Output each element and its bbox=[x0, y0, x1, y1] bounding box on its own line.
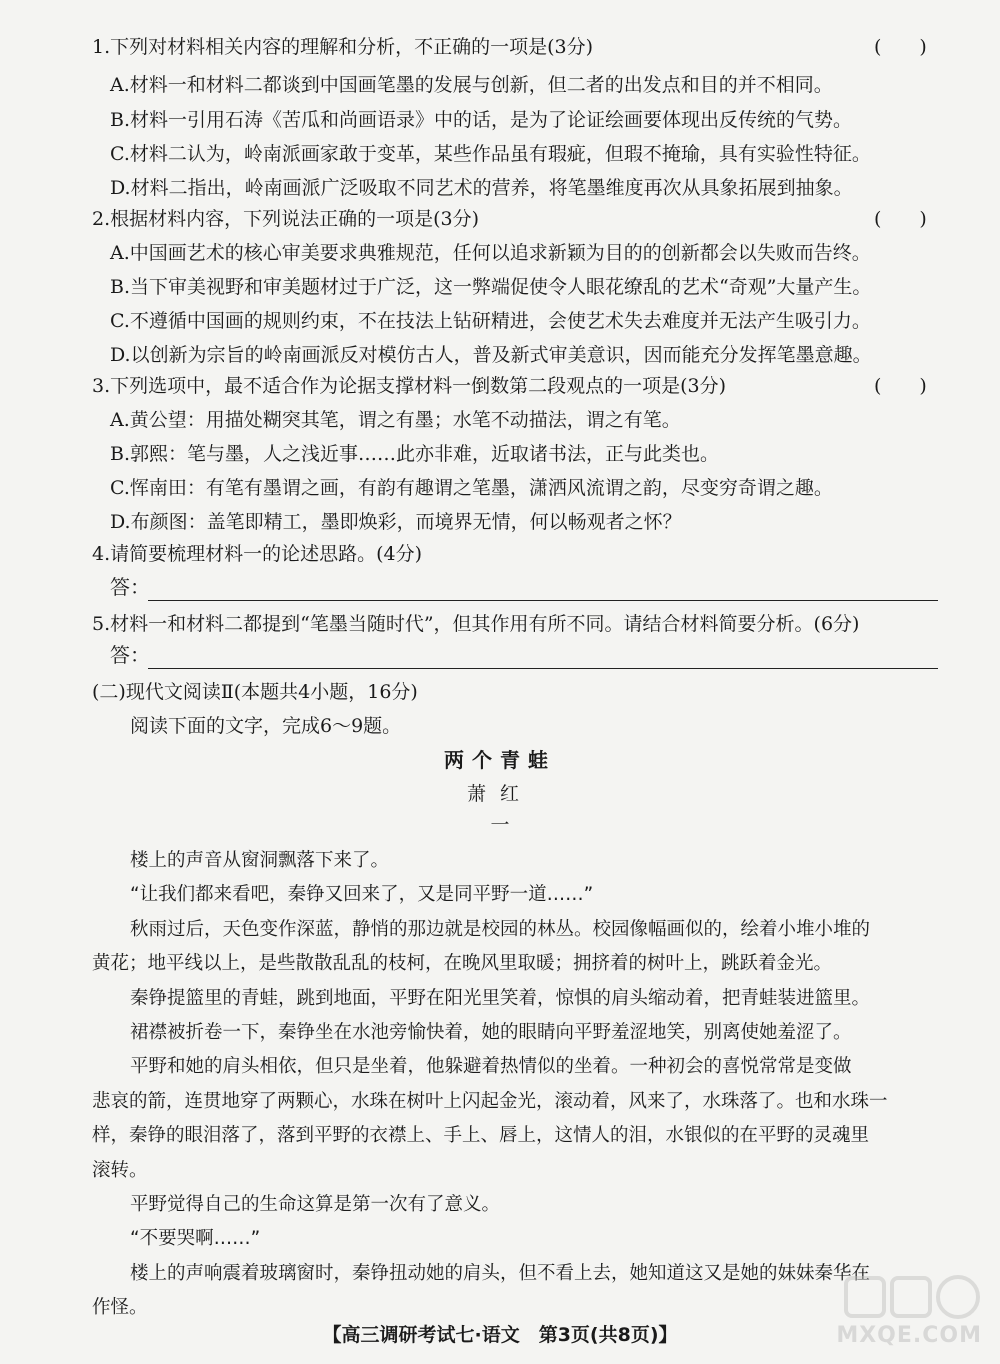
watermark-text: MXQE.COM bbox=[836, 1323, 982, 1348]
story-line: “不要哭啊……” bbox=[130, 1228, 261, 1249]
question-3-option-b: B.郭熙：笔与墨，人之浅近事……此亦非难，近取诸书法，正与此类也。 bbox=[110, 443, 720, 465]
story-line: “让我们都来看吧，秦铮又回来了，又是同平野一道……” bbox=[130, 884, 594, 905]
story-line: 秦铮提篮里的青蛙，跳到地面，平野在阳光里笑着，惊惧的肩头缩动着，把青蛙装进篮里。 bbox=[130, 988, 871, 1009]
question-4-answer-area[interactable] bbox=[110, 574, 938, 604]
question-4-stem: 4.请简要梳理材料一的论述思路。(4分) bbox=[92, 543, 423, 565]
question-2-option-c: C.不遵循中国画的规则约束，不在技法上钻研精进，会使艺术失去难度并无法产生吸引力。 bbox=[110, 310, 871, 332]
question-5-stem: 5.材料一和材料二都提到“笔墨当随时代”，但其作用有所不同。请结合材料简要分析。(6分) bbox=[92, 613, 860, 635]
story-line: 平野觉得自己的生命这算是第一次有了意义。 bbox=[130, 1194, 501, 1215]
question-5-answer-line bbox=[148, 668, 938, 669]
question-3-stem: 3.下列选项中，最不适合作为论据支撑材料一倒数第二段观点的一项是(3分) bbox=[92, 375, 727, 397]
question-3-option-c: C.恽南田：有笔有墨谓之画，有韵有趣谓之笔墨，潇洒风流谓之韵，尽变穷奇谓之趣。 bbox=[110, 477, 833, 499]
story-line: 滚转。 bbox=[92, 1160, 148, 1181]
story-title: 两个青蛙 bbox=[444, 748, 556, 772]
question-2-option-b: B.当下审美视野和审美题材过于广泛，这一弊端促使令人眼花缭乱的艺术“奇观”大量产生。 bbox=[110, 276, 872, 298]
story-line: 楼上的声响震着玻璃窗时，秦铮扭动她的肩头，但不看上去，她知道这又是她的妹妹秦华在 bbox=[130, 1263, 871, 1284]
question-5-answer-label: 答： bbox=[110, 643, 150, 667]
question-4-answer-label: 答： bbox=[110, 575, 150, 599]
story-line: 裙襟被折卷一下，秦铮坐在水池旁愉快着，她的眼睛向平野羞涩地笑，别离使她羞涩了。 bbox=[130, 1022, 852, 1043]
story-line: 平野和她的肩头相依，但只是坐着，他躲避着热情似的坐着。一种初会的喜悦常常是变做 bbox=[130, 1056, 852, 1077]
story-line: 黄花；地平线以上，是些散散乱乱的枝柯，在晚风里取暖；拥挤着的树叶上，跳跃着金光。 bbox=[92, 953, 833, 974]
site-watermark-logo bbox=[836, 1272, 986, 1350]
story-line: 悲哀的箭，连贯地穿了两颗心，水珠在树叶上闪起金光，滚动着，风来了，水珠落了。也和水珠一 bbox=[92, 1091, 888, 1112]
question-2-stem: 2.根据材料内容，下列说法正确的一项是(3分) bbox=[92, 208, 480, 230]
question-3-option-d: D.布颜图：盖笔即精工，墨即焕彩，而境界无情，何以畅观者之怀？ bbox=[110, 511, 682, 533]
question-3-answer-paren: ( ) bbox=[874, 375, 927, 397]
question-4-answer-line bbox=[148, 600, 938, 601]
question-1-option-d: D.材料二指出，岭南画派广泛吸取不同艺术的营养，将笔墨维度再次从具象拓展到抽象。 bbox=[110, 177, 853, 199]
section-instruction: 阅读下面的文字，完成6～9题。 bbox=[130, 715, 402, 737]
story-line: 作怪。 bbox=[92, 1297, 148, 1318]
section-heading: (二)现代文阅读Ⅱ(本题共4小题，16分) bbox=[92, 681, 418, 703]
question-1-option-c: C.材料二认为，岭南派画家敢于变革，某些作品虽有瑕疵，但瑕不掩瑜，具有实验性特征。 bbox=[110, 143, 871, 165]
question-3-option-a: A.黄公望：用描处糊突其笔，谓之有墨；水笔不动描法，谓之有笔。 bbox=[110, 409, 681, 431]
story-line: 秋雨过后，天色变作深蓝，静悄的那边就是校园的林丛。校园像幅画似的，绘着小堆小堆的 bbox=[130, 919, 871, 940]
question-1-option-a: A.材料一和材料二都谈到中国画笔墨的发展与创新，但二者的出发点和目的并不相同。 bbox=[110, 74, 833, 96]
question-1-option-b: B.材料一引用石涛《苦瓜和尚画语录》中的话，是为了论证绘画要体现出反传统的气势。 bbox=[110, 109, 853, 131]
story-author: 萧红 bbox=[466, 783, 533, 805]
watermark-emblem-icon bbox=[836, 1272, 986, 1328]
question-1-answer-paren: ( ) bbox=[874, 36, 927, 58]
story-line: 楼上的声音从窗洞飘落下来了。 bbox=[130, 850, 390, 871]
question-1-stem: 1.下列对材料相关内容的理解和分析，不正确的一项是(3分) bbox=[92, 36, 594, 58]
page-footer: 【高三调研考试七·语文 第3页(共8页)】 bbox=[322, 1324, 678, 1346]
story-part-number: 一 bbox=[490, 814, 510, 836]
question-2-option-a: A.中国画艺术的核心审美要求典雅规范，任何以追求新颖为目的的创新都会以失败而告终。 bbox=[110, 242, 871, 264]
question-2-answer-paren: ( ) bbox=[874, 208, 927, 230]
question-2-option-d: D.以创新为宗旨的岭南画派反对模仿古人，普及新式审美意识，因而能充分发挥笔墨意趣。 bbox=[110, 344, 872, 366]
story-line: 样，秦铮的眼泪落了，落到平野的衣襟上、手上、唇上，这情人的泪，水银似的在平野的灵魂里 bbox=[92, 1125, 870, 1146]
question-5-answer-area[interactable] bbox=[110, 642, 938, 672]
